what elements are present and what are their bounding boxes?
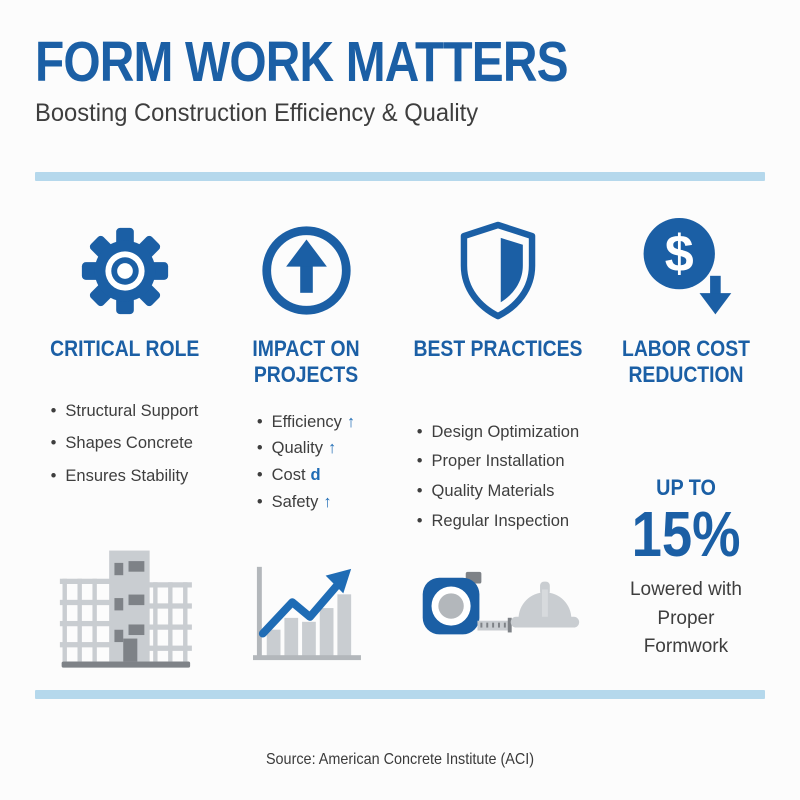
list-item xyxy=(257,465,355,486)
item-label: • Shapes Concrete xyxy=(65,434,193,453)
column-best-practices xyxy=(398,200,598,690)
column-title: LABOR COST REDUCTION xyxy=(621,335,750,387)
stat-block xyxy=(622,475,750,662)
circle-up-arrow-icon xyxy=(258,212,355,330)
bullet-list xyxy=(417,422,579,541)
list-item xyxy=(51,466,199,487)
item-label: • Design Optimization xyxy=(431,422,580,441)
item-label: • Cost xyxy=(271,466,306,484)
stat-value: 15% xyxy=(631,498,741,571)
list-item xyxy=(257,438,355,459)
list-item xyxy=(417,481,579,502)
column-title: BEST PRACTICES xyxy=(413,335,583,361)
list-item xyxy=(51,401,199,422)
item-label: • Efficiency xyxy=(271,412,342,431)
list-item xyxy=(257,412,355,433)
footer xyxy=(35,751,765,769)
bottom-divider xyxy=(35,690,765,699)
gear-icon xyxy=(76,212,174,330)
item-indicator: ↑ xyxy=(323,492,332,511)
building-illustration xyxy=(54,540,196,672)
stat-caption: Lowered with Proper Formwork xyxy=(629,579,742,658)
header xyxy=(35,0,765,128)
list-item xyxy=(51,433,199,454)
column-critical-role xyxy=(35,200,214,690)
item-label: • Quality Materials xyxy=(431,482,555,500)
column-impact-on-projects xyxy=(214,200,398,690)
column-title: IMPACT ON PROJECTS xyxy=(252,335,360,387)
stat-prefix: UP TO xyxy=(656,475,716,501)
list-item xyxy=(417,422,579,443)
item-indicator: ↑ xyxy=(346,412,356,431)
source-text: Source: American Concrete Institute (ACI) xyxy=(265,750,535,768)
dollar-circle-down-arrow-icon xyxy=(633,212,739,330)
item-label: • Regular Inspection xyxy=(431,511,570,530)
bullet-list xyxy=(51,401,199,499)
list-item xyxy=(257,492,355,513)
page-subtitle: Boosting Construction Efficiency & Quality xyxy=(35,99,479,127)
dollar-glyph: $ xyxy=(664,224,694,283)
list-item xyxy=(417,451,579,472)
content-columns xyxy=(35,200,765,690)
item-indicator: d xyxy=(310,466,321,484)
item-label: • Ensures Stability xyxy=(65,467,189,485)
list-item xyxy=(417,511,579,532)
item-label: • Safety xyxy=(271,492,319,511)
top-divider xyxy=(35,172,765,181)
item-label: • Structural Support xyxy=(65,401,199,420)
shield-icon xyxy=(452,212,544,330)
growth-chart-illustration xyxy=(247,559,365,665)
tape-measure-and-hard-hat-illustration xyxy=(414,564,582,652)
item-indicator: ↑ xyxy=(327,439,337,458)
item-label: • Proper Installation xyxy=(431,452,565,471)
bullet-list xyxy=(257,412,355,519)
column-labor-cost-reduction xyxy=(598,200,774,690)
page-title: FORM WORK MATTERS xyxy=(35,30,568,94)
column-title: CRITICAL ROLE xyxy=(49,335,200,361)
item-label: • Quality xyxy=(271,439,323,458)
